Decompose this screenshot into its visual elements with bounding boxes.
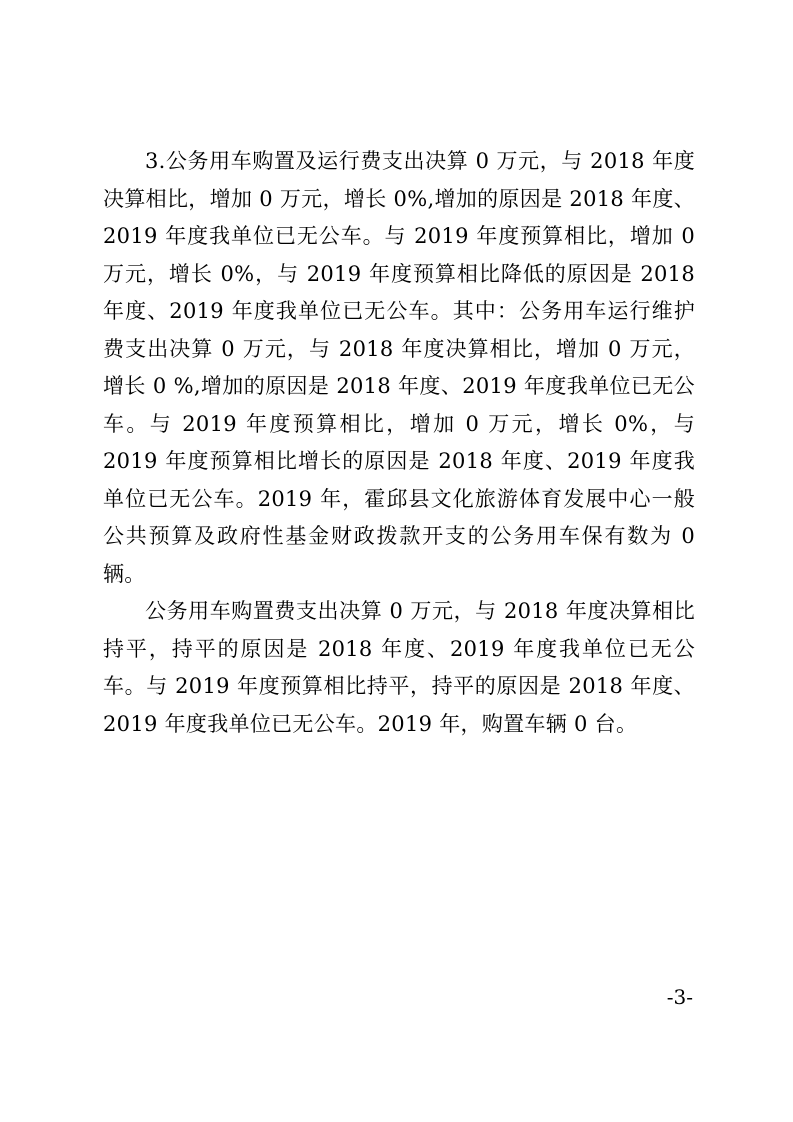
paragraph-vehicle-purchase: 公务用车购置费支出决算 0 万元，与 2018 年度决算相比持平，持平的原因是 2018 年度、2019 年度我单位已无公车。与 2019 年度预算相比持平，持平的原因是 2018 年度、2019 年度我单位已无公车。2019 年，购置车辆 0 台。 bbox=[103, 599, 695, 736]
paragraph-vehicle-expenses: 3.公务用车购置及运行费支出决算 0 万元，与 2018 年度决算相比，增加 0 万元，增长 0%,增加的原因是 2018 年度、2019 年度我单位已无公车。与 2019 年度预算相比，增加 0 万元，增长 0%，与 2019 年度预算相比降低的原因是 2018 年度、2019 年度我单位已无公车。其中：公务用车运行维护费支出决算 0 万元，与 2018 年度决算相比，增加 0 万元，增长 0 %,增加的原因是 2018 年度、2019 年度我单位已无公车。与 2019 年度预算相比，增加 0 万元，增长 0%，与 2019 年度预算相比增长的原因是 2018 年度、2019 年度我单位已无公车。2019 年，霍邱县文化旅游体育发展中心一般公共预算及政府性基金财政拨款开支的公务用车保有数为 0 辆。 bbox=[103, 149, 695, 586]
page-number: -3- bbox=[666, 985, 693, 1009]
document-body bbox=[103, 143, 695, 743]
